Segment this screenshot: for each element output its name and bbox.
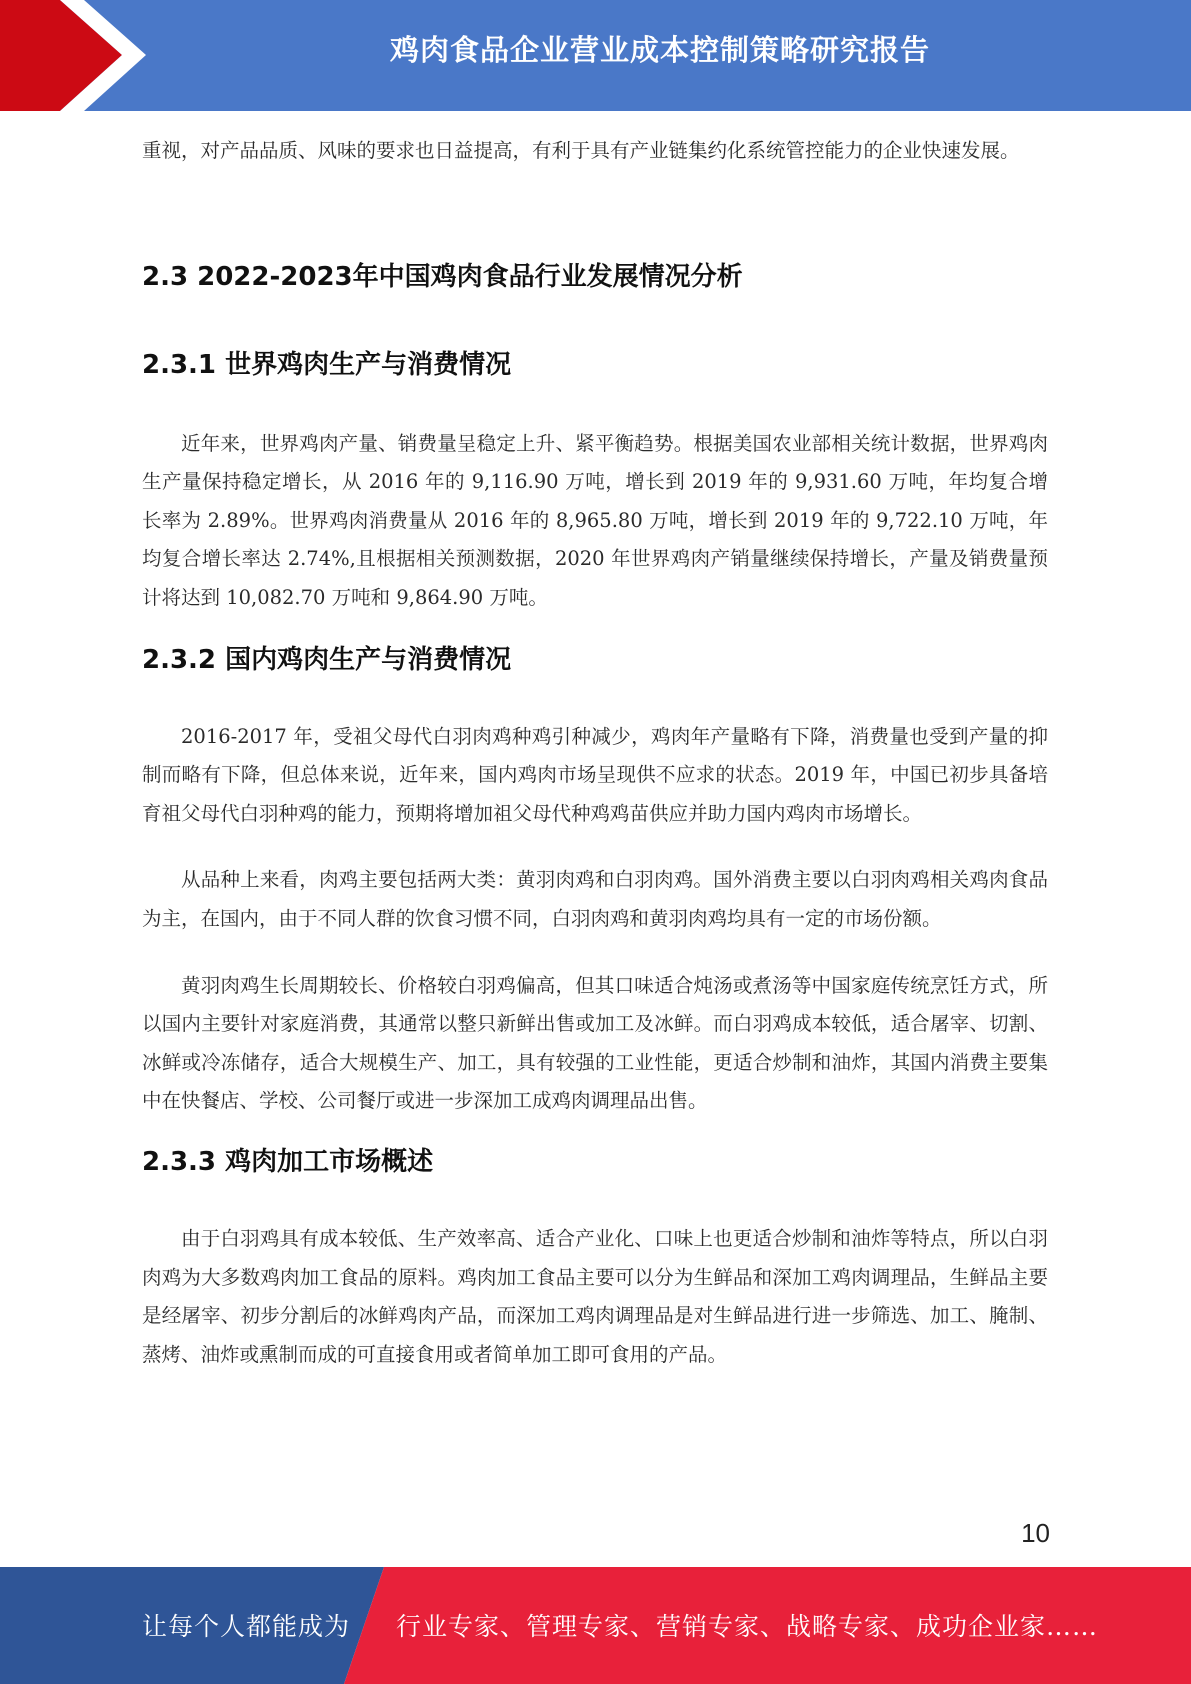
subsection-title-2-3-3: 2.3.3 鸡肉加工市场概述	[142, 1146, 434, 1177]
subsection-title-2-3-2: 2.3.2 国内鸡肉生产与消费情况	[142, 644, 512, 675]
page-footer	[0, 1567, 1191, 1684]
paragraph: 2016-2017 年，受祖父母代白羽肉鸡种鸡引种减少，鸡肉年产量略有下降，消费量也受到产量的抑制而略有下降，但总体来说，近年来，国内鸡肉市场呈现供不应求的状态。2019 年，中国已初步具备培育祖父母代白羽种鸡的能力，预期将增加祖父母代种鸡鸡苗供应并助力国内鸡肉市场增长。	[142, 724, 1048, 825]
footer-slogan-right: 行业专家、管理专家、营销专家、战略专家、成功企业家……	[396, 1612, 1099, 1641]
paragraph: 由于白羽鸡具有成本较低、生产效率高、适合产业化、口味上也更适合炒制和油炸等特点，所以白羽肉鸡为大多数鸡肉加工食品的原料。鸡肉加工食品主要可以分为生鲜品和深加工鸡肉调理品，生鲜品主要是经屠宰、初步分割后的冰鲜鸡肉产品，而深加工鸡肉调理品是对生鲜品进行进一步筛选、加工、腌制、蒸烤、油炸或熏制而成的可直接食用或者简单加工即可食用的产品。	[142, 1226, 1048, 1366]
paragraph: 近年来，世界鸡肉产量、销费量呈稳定上升、紧平衡趋势。根据美国农业部相关统计数据，世界鸡肉生产量保持稳定增长，从 2016 年的 9,116.90 万吨，增长到 2019 年的 9,931.60 万吨，年均复合增长率为 2.89%。世界鸡肉消费量从 2016 年的 8,965.80 万吨，增长到 2019 年的 9,722.10 万吨，年均复合增长率达 2.74%,且根据相关预测数据，2020 年世界鸡肉产销量继续保持增长，产量及销费量预计将达到 10,082.70 万吨和 9,864.90 万吨。	[142, 431, 1048, 609]
paragraph: 从品种上来看，肉鸡主要包括两大类：黄羽肉鸡和白羽肉鸡。国外消费主要以白羽肉鸡相关鸡肉食品为主，在国内，由于不同人群的饮食习惯不同，白羽肉鸡和黄羽肉鸡均具有一定的市场份额。	[142, 868, 1048, 930]
page-header	[0, 0, 1191, 111]
page-content	[142, 132, 1048, 1374]
section-title: 2.3 2022-2023年中国鸡肉食品行业发展情况分析	[142, 261, 743, 292]
paragraph: 黄羽肉鸡生长周期较长、价格较白羽鸡偏高，但其口味适合炖汤或煮汤等中国家庭传统烹饪方式，所以国内主要针对家庭消费，其通常以整只新鲜出售或加工及冰鲜。而白羽鸡成本较低，适合屠宰、切割、冰鲜或冷冻储存，适合大规模生产、加工，具有较强的工业性能，更适合炒制和油炸，其国内消费主要集中在快餐店、学校、公司餐厅或进一步深加工成鸡肉调理品出售。	[142, 973, 1048, 1113]
header-title: 鸡肉食品企业营业成本控制策略研究报告	[389, 33, 930, 67]
subsection-title-2-3-1: 2.3.1 世界鸡肉生产与消费情况	[142, 349, 512, 380]
intro-paragraph: 重视，对产品品质、风味的要求也日益提高，有利于具有产业链集约化系统管控能力的企业快速发展。	[142, 139, 1020, 162]
footer-slogan-left: 让每个人都能成为	[142, 1612, 351, 1641]
page-number: 10	[1021, 1518, 1050, 1548]
